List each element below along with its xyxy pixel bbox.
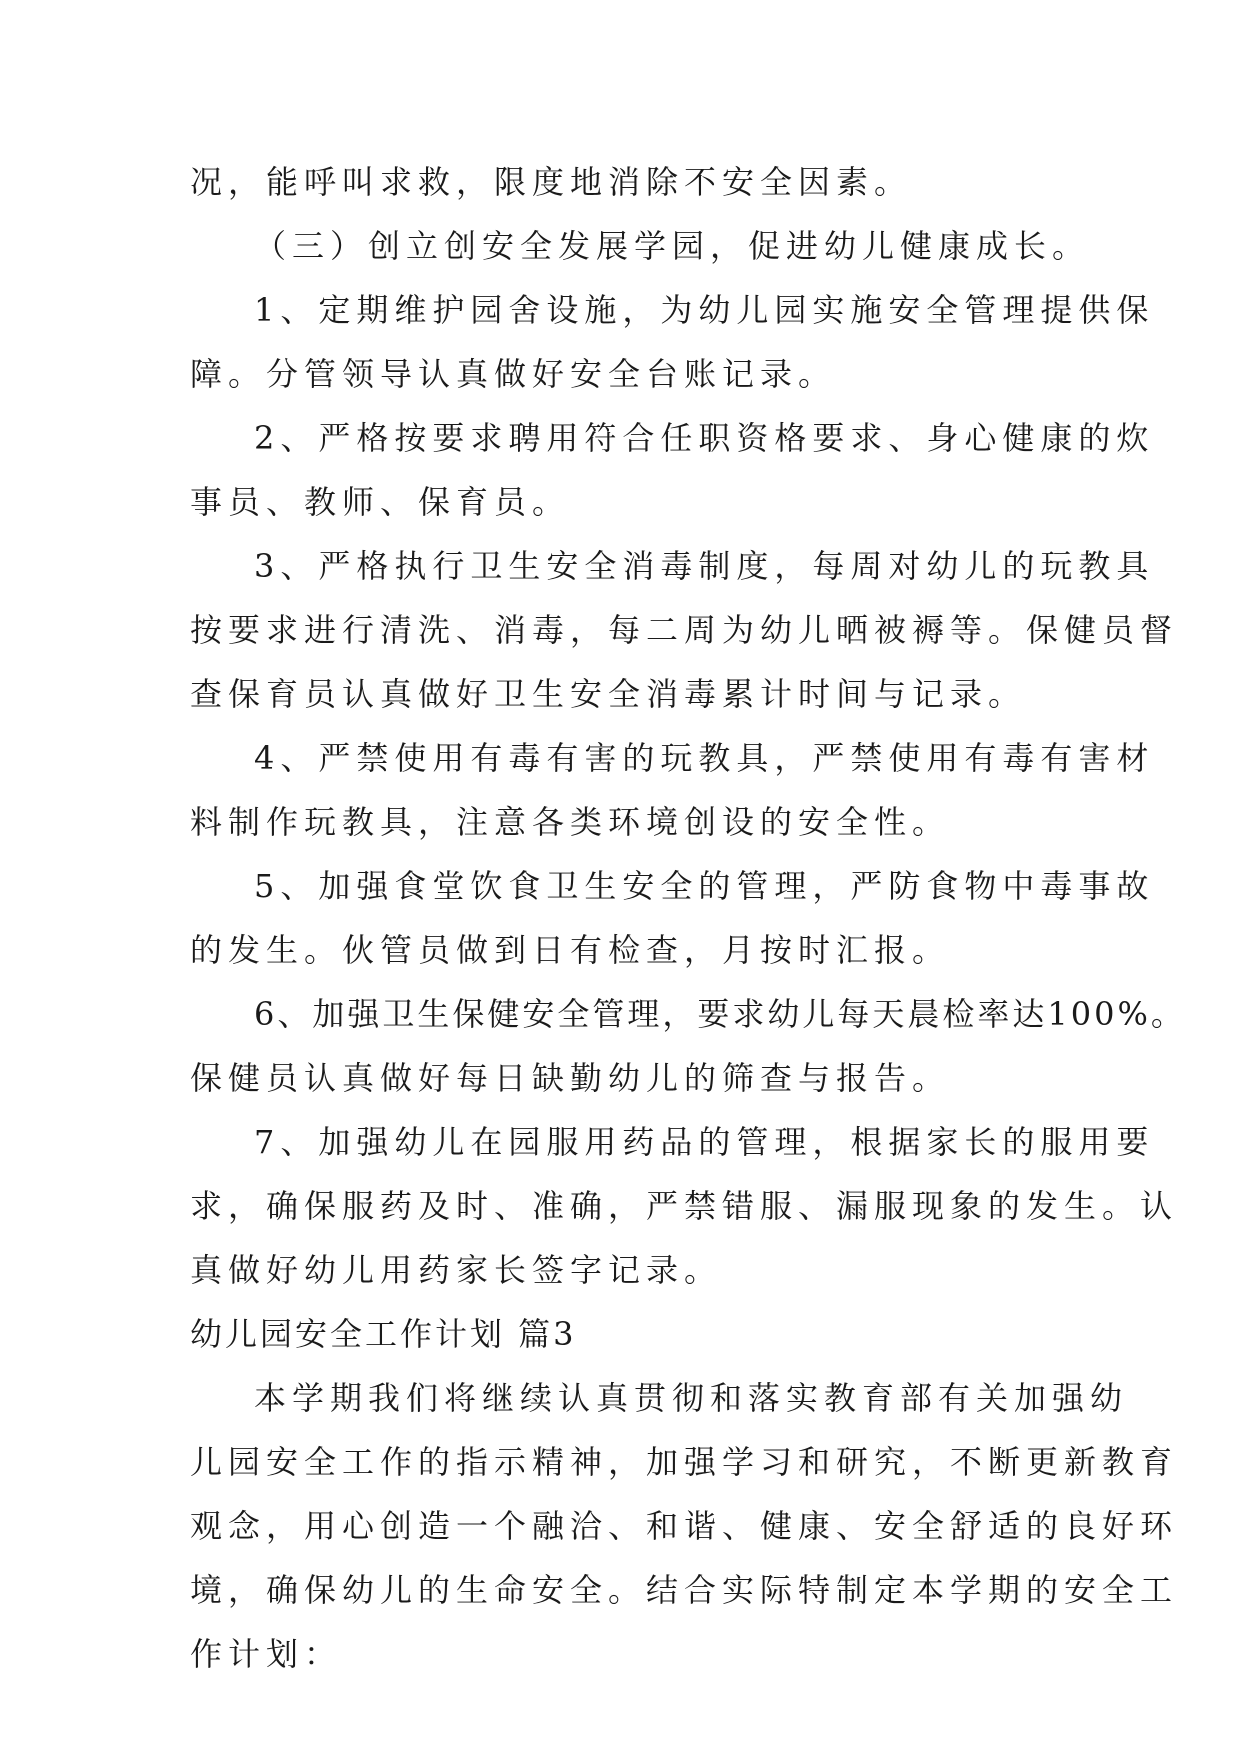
list-item-6: 6、加强卫生保健安全管理，要求幼儿每天晨检率达100%。 [254,995,1186,1033]
text-line: 保健员认真做好每日缺勤幼儿的筛查与报告。 [190,1059,951,1097]
text-line: 障。分管领导认真做好安全台账记录。 [190,355,837,393]
list-item-5: 5、加强食堂饮食卫生安全的管理，严防食物中毒事故 [254,867,1155,905]
text-line: 求，确保服药及时、准确，严禁错服、漏服现象的发生。认 [190,1187,1179,1225]
text-line: 观念，用心创造一个融洽、和谐、健康、安全舒适的良好环 [190,1507,1179,1545]
list-item-1: 1、定期维护园舍设施，为幼儿园实施安全管理提供保 [254,291,1155,329]
article-title: 幼儿园安全工作计划 篇3 [190,1315,577,1353]
section-heading: （三）创立创安全发展学园，促进幼儿健康成长。 [254,227,1091,265]
paragraph-start: 本学期我们将继续认真贯彻和落实教育部有关加强幼 [254,1379,1129,1417]
text-line: 查保育员认真做好卫生安全消毒累计时间与记录。 [190,675,1027,713]
list-item-3: 3、严格执行卫生安全消毒制度，每周对幼儿的玩教具 [254,547,1155,585]
text-line: 作计划： [190,1635,343,1673]
text-line: 真做好幼儿用药家长签字记录。 [190,1251,723,1289]
text-line: 按要求进行清洗、消毒，每二周为幼儿晒被褥等。保健员督 [190,611,1179,649]
list-item-7: 7、加强幼儿在园服用药品的管理，根据家长的服用要 [254,1123,1155,1161]
list-item-2: 2、严格按要求聘用符合任职资格要求、身心健康的炊 [254,419,1155,457]
list-item-4: 4、严禁使用有毒有害的玩教具，严禁使用有毒有害材 [254,739,1155,777]
text-line: 事员、教师、保育员。 [190,483,571,521]
text-line: 况，能呼叫求救，限度地消除不安全因素。 [190,163,913,201]
text-line: 料制作玩教具，注意各类环境创设的安全性。 [190,803,951,841]
text-line: 儿园安全工作的指示精神，加强学习和研究，不断更新教育 [190,1443,1179,1481]
text-line: 境，确保幼儿的生命安全。结合实际特制定本学期的安全工 [190,1571,1179,1609]
text-line: 的发生。伙管员做到日有检查，月按时汇报。 [190,931,951,969]
